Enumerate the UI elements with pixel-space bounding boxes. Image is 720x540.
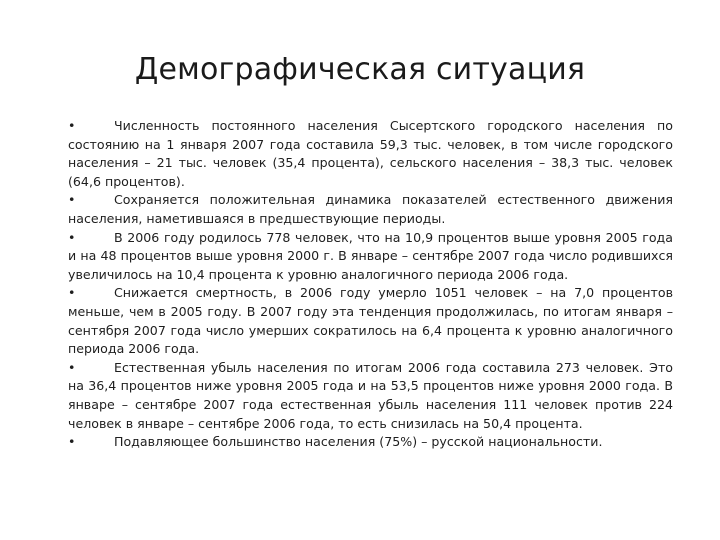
bullet-item <box>68 229 673 285</box>
bullet-icon: • <box>68 434 76 450</box>
bullet-icon: • <box>68 285 76 301</box>
bullet-icon: • <box>68 192 76 208</box>
bullet-item <box>68 359 673 433</box>
bullet-icon: • <box>68 229 76 245</box>
slide-title: Демографическая ситуация <box>134 52 586 87</box>
bullet-text: Снижается смертность, в 2006 году умерло 1051 человек – на 7,0 процентов меньше, чем в 2005 году. В 2007 году эта тенденция продолжилась, по итогам января – сентября 2007 года число умерших сократилось на 6,4 процента к уровню аналогичного периода 2006 года. <box>68 285 673 357</box>
bullet-text: Подавляющее большинство населения (75%) – русской национальности. <box>114 434 603 450</box>
bullet-icon: • <box>68 118 76 133</box>
slide-body <box>68 117 673 452</box>
bullet-text: В 2006 году родилось 778 человек, что на 10,9 процентов выше уровня 2005 года и на 48 процентов выше уровня 2000 г. В январе – сентябре 2007 года число родившихся увеличилось на 10,4 процента к уровню аналогичного периода 2006 года. <box>68 229 673 282</box>
bullet-item <box>68 284 673 358</box>
bullet-icon: • <box>68 359 76 375</box>
bullet-item <box>68 433 673 452</box>
bullet-text: Естественная убыль населения по итогам 2006 года составила 273 человек. Это на 36,4 процентов ниже уровня 2005 года и на 53,5 процентов ниже уровня 2000 года. В январе – сентябре 2007 года естественная убыль населения 111 человек против 224 человек в январе – сентябре 2006 года, то есть снизилась на 50,4 процента. <box>68 359 673 431</box>
bullet-text: Численность постоянного населения Сысертского городского населения по состоянию на 1 января 2007 года составила 59,3 тыс. человек, в том числе городского населения – 21 тыс. человек (35,4 процента), сельского населения – 38,3 тыс. человек (64,6 процентов). <box>68 118 673 189</box>
bullet-item <box>68 117 673 191</box>
bullet-item <box>68 191 673 228</box>
bullet-text: Сохраняется положительная динамика показателей естественного движения населения, наметившаяся в предшествующие периоды. <box>68 192 673 226</box>
